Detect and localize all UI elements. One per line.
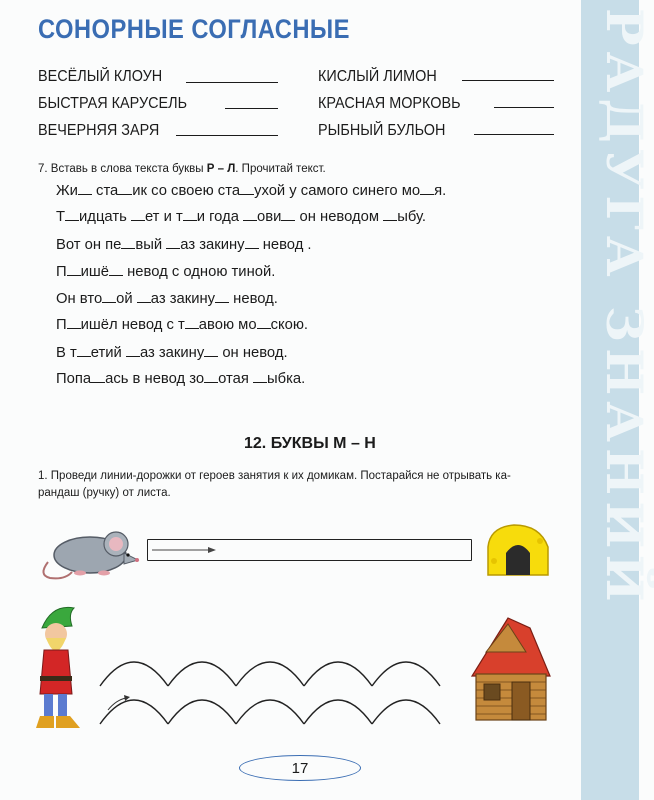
phrase-4: КИСЛЫЙ ЛИМОН — [318, 68, 437, 85]
blank[interactable] — [77, 344, 91, 357]
blank[interactable] — [185, 316, 199, 329]
blank[interactable] — [67, 316, 81, 329]
blank[interactable] — [245, 236, 259, 249]
task1-instruction-line2: рандаш (ручку) от листа. — [38, 487, 171, 499]
arches-track[interactable] — [92, 646, 472, 736]
blank[interactable] — [91, 370, 105, 383]
blank[interactable] — [253, 370, 267, 383]
section-title: 12. БУКВЫ М – Н — [244, 435, 376, 452]
text-line-5: Он вто ой аз закину невод. — [56, 291, 278, 307]
blank[interactable] — [102, 290, 116, 303]
blank[interactable] — [215, 290, 229, 303]
phrase-5: КРАСНАЯ МОРКОВЬ — [318, 95, 461, 112]
text-line-2: Т идцать ет и т и года ови он неводом ыбу. — [56, 209, 427, 225]
side-banner — [581, 0, 654, 800]
task1-instruction-line1: 1. Проведи линии-дорожки от героев занятия к их домикам. Постарайся не отрывать ка- — [38, 470, 511, 482]
gnome-illustration — [34, 604, 90, 732]
text-line-1: Жи ста ик со своею ста ухой у самого синего мо я. — [56, 183, 447, 199]
blank[interactable] — [131, 208, 145, 221]
text-line-6: П ишёл невод с т авою мо скою. — [56, 317, 309, 333]
blank[interactable] — [183, 208, 197, 221]
blank[interactable] — [240, 182, 254, 195]
blank[interactable] — [118, 182, 132, 195]
blank[interactable] — [126, 344, 140, 357]
blank[interactable] — [281, 208, 295, 221]
text-line-8: Попа ась в невод зо отая ыбка. — [56, 371, 306, 387]
answer-line-6[interactable] — [474, 134, 554, 135]
answer-line-1[interactable] — [186, 82, 278, 83]
text-line-3: Вот он пе вый аз закину невод . — [56, 237, 312, 253]
blank[interactable] — [109, 263, 123, 276]
task7-instruction: 7. Вставь в слова текста буквы Р – Л. Прочитай текст. — [38, 163, 326, 175]
page-title: СОНОРНЫЕ СОГЛАСНЫЕ — [38, 14, 350, 44]
answer-line-2[interactable] — [225, 108, 278, 109]
log-house-illustration — [466, 618, 556, 724]
blank[interactable] — [204, 344, 218, 357]
text-line-7: В т етий аз закину он невод. — [56, 345, 288, 361]
page-number: 17 — [239, 755, 361, 781]
blank[interactable] — [78, 182, 92, 195]
mouse-illustration — [40, 520, 140, 582]
phrase-1: ВЕСЁЛЫЙ КЛОУН — [38, 68, 163, 85]
blank[interactable] — [166, 236, 180, 249]
phrase-2: БЫСТРАЯ КАРУСЕЛЬ — [38, 95, 188, 112]
blank[interactable] — [121, 236, 135, 249]
text-line-4: П ишё невод с одною тиной. — [56, 264, 276, 280]
blank[interactable] — [65, 208, 79, 221]
answer-line-3[interactable] — [176, 135, 278, 136]
blank[interactable] — [137, 290, 151, 303]
blank[interactable] — [204, 370, 218, 383]
blank[interactable] — [67, 263, 81, 276]
phrase-3: ВЕЧЕРНЯЯ ЗАРЯ — [38, 122, 160, 139]
blank[interactable] — [257, 316, 271, 329]
side-banner-text: РАДУГА ЗНАНИЙ — [595, 8, 654, 608]
cheese-house-illustration — [484, 521, 552, 579]
start-arrow-icon — [150, 546, 220, 554]
blank[interactable] — [383, 208, 397, 221]
phrase-6: РЫБНЫЙ БУЛЬОН — [318, 122, 446, 139]
answer-line-4[interactable] — [462, 80, 554, 81]
answer-line-5[interactable] — [494, 107, 554, 108]
blank[interactable] — [243, 208, 257, 221]
blank[interactable] — [420, 182, 434, 195]
